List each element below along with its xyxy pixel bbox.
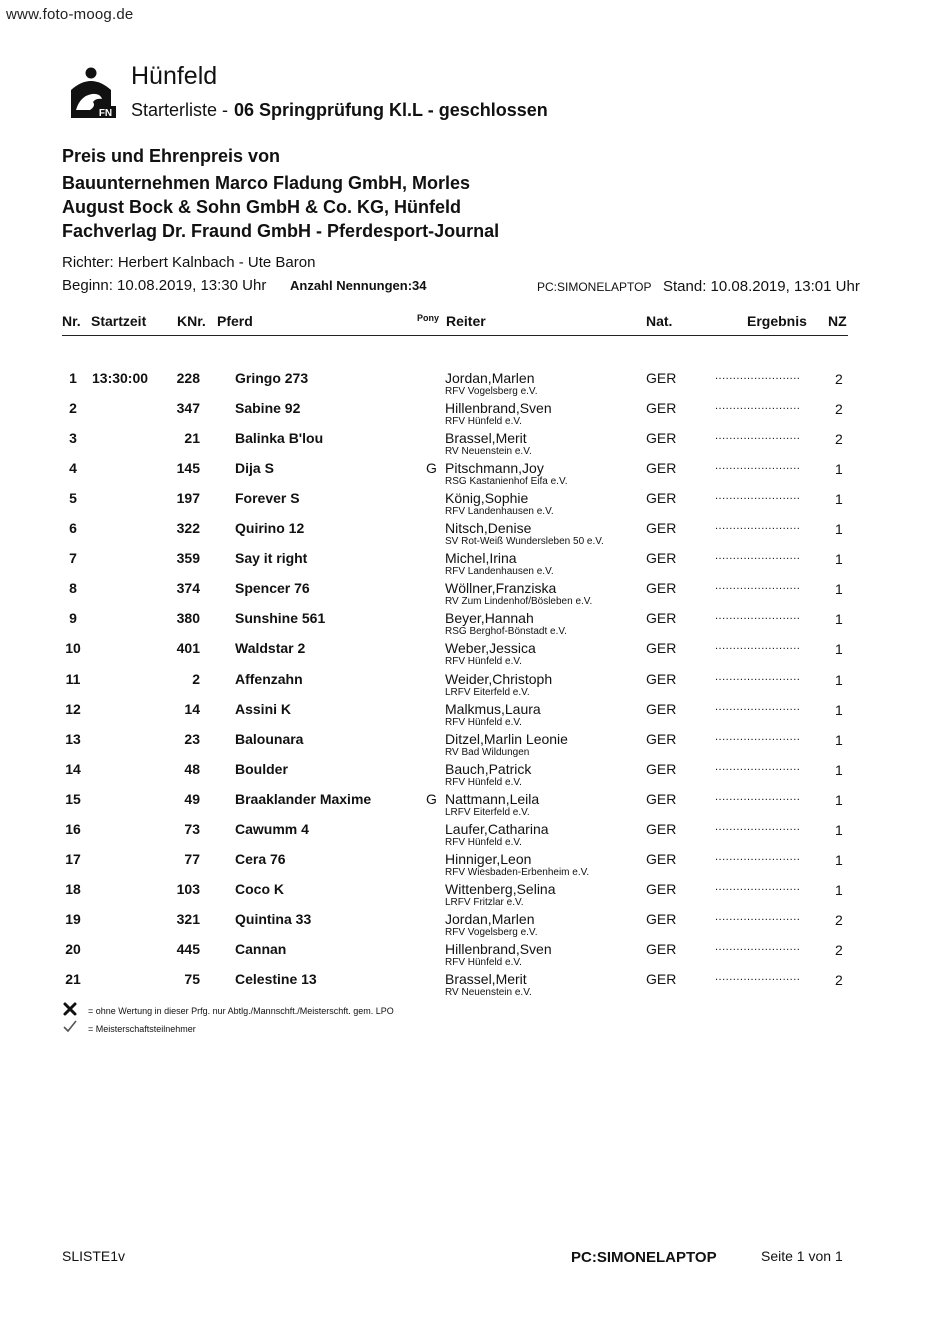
- row-result-placeholder: ........................: [715, 730, 801, 743]
- row-club: LRFV Fritzlar e.V.: [445, 896, 524, 908]
- row-nz: 1: [835, 581, 843, 598]
- row-nr: 4: [69, 460, 77, 477]
- row-knr: 73: [184, 820, 200, 837]
- table-row: [0, 610, 950, 640]
- row-knr: 321: [176, 910, 200, 927]
- sponsor-line-4: Fachverlag Dr. Fraund GmbH - Pferdesport-Journal: [62, 221, 500, 241]
- sponsor-line-2: Bauunternehmen Marco Fladung GmbH, Morles: [62, 173, 471, 193]
- col-header-nz: NZ: [828, 313, 847, 329]
- row-nr: 21: [65, 971, 81, 987]
- row-nz: 1: [835, 881, 843, 898]
- table-row: [0, 791, 950, 821]
- table-row: [0, 851, 950, 881]
- row-result-placeholder: ........................: [715, 400, 801, 413]
- row-nat: GER: [646, 520, 677, 537]
- table-row: [0, 821, 950, 851]
- row-knr: 380: [176, 610, 200, 627]
- row-nat: GER: [646, 370, 677, 386]
- row-rider: Brassel,Merit: [445, 430, 527, 447]
- row-nat: GER: [646, 940, 677, 957]
- row-rider: Jordan,Marlen: [445, 910, 535, 927]
- row-nr: 8: [69, 580, 77, 597]
- row-nat: GER: [646, 790, 677, 807]
- row-horse: Spencer 76: [235, 580, 310, 597]
- row-horse: Assini K: [235, 700, 292, 717]
- row-club: RFV Landenhausen e.V.: [445, 506, 554, 518]
- row-result-placeholder: ........................: [715, 760, 801, 773]
- row-club: RV Neuenstein e.V.: [445, 987, 532, 998]
- fn-logo-icon: [66, 66, 116, 118]
- row-result-placeholder: ........................: [715, 430, 801, 443]
- row-nz: 1: [835, 731, 843, 748]
- legend-check-text: = Meisterschaftsteilnehmer: [88, 1024, 196, 1034]
- row-nat: GER: [646, 430, 677, 447]
- row-club: RFV Vogelsberg e.V.: [445, 386, 538, 397]
- row-nat: GER: [646, 580, 677, 597]
- row-nz: 1: [835, 461, 843, 478]
- row-nr: 2: [69, 400, 77, 417]
- row-knr: 14: [184, 700, 200, 717]
- row-rider: Laufer,Catharina: [445, 820, 549, 837]
- row-nr: 9: [69, 610, 77, 627]
- table-row: [0, 370, 950, 400]
- row-horse: Coco K: [235, 880, 284, 897]
- row-result-placeholder: ........................: [715, 550, 801, 563]
- row-horse: Balounara: [235, 730, 304, 747]
- row-nr: 17: [65, 850, 81, 867]
- row-nat: GER: [646, 640, 677, 657]
- row-horse: Quirino 12: [235, 520, 305, 537]
- row-knr: 77: [184, 850, 200, 867]
- row-nr: 7: [69, 550, 77, 567]
- row-horse: Balinka B'lou: [235, 430, 324, 447]
- row-club: RV Neuenstein e.V.: [445, 446, 532, 458]
- row-nat: GER: [646, 550, 677, 567]
- row-nat: GER: [646, 971, 677, 987]
- row-knr: 228: [176, 370, 200, 386]
- row-club: RFV Vogelsberg e.V.: [445, 926, 538, 938]
- row-rider: Hillenbrand,Sven: [445, 400, 552, 417]
- row-club: RV Bad Wildungen: [445, 746, 530, 758]
- row-result-placeholder: ........................: [715, 490, 801, 503]
- legend-cross-text: = ohne Wertung in dieser Prfg. nur Abtlg./Mannschft./Meisterschft. gem. LPO: [88, 1006, 394, 1016]
- row-nr: 3: [69, 430, 77, 447]
- row-result-placeholder: ........................: [715, 460, 801, 473]
- row-result-placeholder: ........................: [715, 850, 801, 863]
- row-result-placeholder: ........................: [715, 940, 801, 953]
- row-knr: 374: [176, 580, 200, 597]
- row-rider: Wittenberg,Selina: [445, 880, 556, 897]
- col-header-pferd: Pferd: [217, 313, 253, 329]
- row-horse: Cawumm 4: [235, 820, 309, 837]
- row-knr: 23: [184, 730, 200, 747]
- row-club: RFV Wiesbaden-Erbenheim e.V.: [445, 866, 590, 878]
- row-club: LRFV Eiterfeld e.V.: [445, 806, 530, 818]
- row-knr: 347: [176, 400, 200, 417]
- row-rider: Wöllner,Franziska: [445, 580, 557, 597]
- row-nz: 1: [835, 851, 843, 868]
- footer-page: Seite 1 von 1: [761, 1248, 843, 1264]
- row-nz: 1: [835, 551, 843, 568]
- row-horse: Forever S: [235, 490, 300, 507]
- row-nat: GER: [646, 730, 677, 747]
- row-nr: 13: [65, 730, 81, 747]
- row-result-placeholder: ........................: [715, 520, 801, 533]
- row-rider: Beyer,Hannah: [445, 610, 534, 627]
- row-result-placeholder: ........................: [715, 370, 801, 382]
- row-nat: GER: [646, 700, 677, 717]
- row-knr: 197: [176, 490, 200, 507]
- row-knr: 322: [176, 520, 200, 537]
- row-knr: 48: [184, 760, 200, 777]
- row-nr: 12: [65, 700, 81, 717]
- table-row: [0, 640, 950, 670]
- col-header-pony: Pony: [417, 313, 440, 323]
- row-nat: GER: [646, 910, 677, 927]
- cross-icon: [62, 1001, 78, 1017]
- row-horse: Say it right: [235, 550, 308, 567]
- row-rider: Malkmus,Laura: [445, 700, 541, 717]
- table-row: [0, 400, 950, 430]
- row-nat: GER: [646, 670, 677, 687]
- table-row: [0, 580, 950, 610]
- stand-date: Stand: 10.08.2019, 13:01 Uhr: [663, 278, 860, 295]
- row-nz: 2: [835, 431, 843, 448]
- row-result-placeholder: ........................: [715, 640, 801, 653]
- competition-subtitle: [131, 100, 548, 121]
- row-nz: 2: [835, 401, 843, 418]
- row-rider: Bauch,Patrick: [445, 760, 532, 777]
- row-nz: 1: [835, 701, 843, 718]
- table-row: [0, 550, 950, 580]
- row-knr: 445: [176, 940, 200, 957]
- row-rider: Weber,Jessica: [445, 640, 536, 657]
- row-rider: Brassel,Merit: [445, 971, 527, 987]
- row-club: RFV Hünfeld e.V.: [445, 836, 522, 848]
- row-nr: 20: [65, 940, 81, 957]
- row-nz: 2: [835, 941, 843, 958]
- row-knr: 401: [176, 640, 200, 657]
- table-row: [0, 490, 950, 520]
- row-result-placeholder: ........................: [715, 820, 801, 833]
- logo-text: FN: [98, 108, 113, 118]
- row-nat: GER: [646, 400, 677, 417]
- row-start-time: 13:30:00: [92, 370, 149, 386]
- table-row: [0, 731, 950, 761]
- header-divider: [62, 335, 848, 336]
- table-row: [0, 520, 950, 550]
- row-rider: Pitschmann,Joy: [445, 460, 544, 477]
- col-header-reiter: Reiter: [446, 313, 486, 329]
- row-horse: Celestine 13: [235, 971, 317, 987]
- checkmark-icon: [62, 1018, 78, 1034]
- row-horse: Braaklander Maxime: [235, 790, 372, 807]
- row-knr: 2: [192, 670, 200, 687]
- row-knr: 21: [184, 430, 200, 447]
- row-result-placeholder: ........................: [715, 700, 801, 713]
- row-nr: 10: [65, 640, 81, 657]
- row-club: RFV Landenhausen e.V.: [445, 566, 554, 578]
- row-horse: Quintina 33: [235, 910, 312, 927]
- pc-label: PC:SIMONELAPTOP: [537, 280, 652, 294]
- row-nat: GER: [646, 880, 677, 897]
- row-horse: Sabine 92: [235, 400, 301, 417]
- row-knr: 49: [184, 790, 200, 807]
- row-result-placeholder: ........................: [715, 580, 801, 593]
- row-nat: GER: [646, 760, 677, 777]
- row-horse: Dija S: [235, 460, 274, 477]
- row-rider: Nitsch,Denise: [445, 520, 532, 537]
- row-nr: 15: [65, 790, 81, 807]
- row-nat: GER: [646, 820, 677, 837]
- row-club: RSG Kastanienhof Eifa e.V.: [445, 476, 568, 488]
- row-result-placeholder: ........................: [715, 790, 801, 803]
- judges: Richter: Herbert Kalnbach - Ute Baron: [62, 254, 316, 271]
- row-result-placeholder: ........................: [715, 910, 801, 923]
- row-nz: 1: [835, 791, 843, 808]
- table-row: [0, 971, 950, 1001]
- row-result-placeholder: ........................: [715, 670, 801, 683]
- row-rider: Jordan,Marlen: [445, 370, 535, 386]
- row-nr: 6: [69, 520, 77, 537]
- start-time: Beginn: 10.08.2019, 13:30 Uhr: [62, 277, 267, 294]
- row-club: RFV Hünfeld e.V.: [445, 776, 522, 788]
- row-horse: Gringo 273: [235, 370, 309, 386]
- col-header-nr: Nr.: [62, 313, 81, 329]
- row-result-placeholder: ........................: [715, 610, 801, 623]
- row-nz: 1: [835, 491, 843, 508]
- row-knr: 75: [184, 971, 200, 987]
- row-club: RSG Berghof-Bönstadt e.V.: [445, 626, 567, 638]
- row-horse: Boulder: [235, 760, 288, 777]
- row-nz: 1: [835, 611, 843, 628]
- row-result-placeholder: ........................: [715, 880, 801, 893]
- row-nz: 2: [835, 911, 843, 928]
- row-nz: 1: [835, 521, 843, 538]
- row-horse: Waldstar 2: [235, 640, 306, 657]
- table-row: [0, 881, 950, 911]
- row-nat: GER: [646, 610, 677, 627]
- competition-name: 06 Springprüfung Kl.L - geschlossen: [234, 100, 548, 120]
- row-nat: GER: [646, 490, 677, 507]
- row-nr: 5: [69, 490, 77, 507]
- table-row: [0, 701, 950, 731]
- row-rider: Weider,Christoph: [445, 670, 553, 687]
- row-horse: Cera 76: [235, 850, 286, 867]
- row-club: RFV Hünfeld e.V.: [445, 416, 522, 428]
- row-rider: Hinniger,Leon: [445, 850, 532, 867]
- row-nat: GER: [646, 460, 677, 477]
- list-label: Starterliste -: [131, 100, 229, 120]
- row-nz: 1: [835, 821, 843, 838]
- row-nat: GER: [646, 850, 677, 867]
- footer-pc: PC:SIMONELAPTOP: [571, 1249, 717, 1266]
- sponsor-line-1: Preis und Ehrenpreis von: [62, 146, 281, 166]
- row-nz: 2: [835, 972, 843, 988]
- row-club: RFV Hünfeld e.V.: [445, 656, 522, 668]
- row-rider: Hillenbrand,Sven: [445, 940, 552, 957]
- table-row: [0, 460, 950, 490]
- row-result-placeholder: ........................: [715, 971, 801, 983]
- footer-list-id: SLISTE1v: [62, 1248, 126, 1264]
- row-pony: G: [426, 790, 437, 807]
- row-rider: König,Sophie: [445, 490, 529, 507]
- sponsor-line-3: August Bock & Sohn GmbH & Co. KG, Hünfeld: [62, 197, 461, 217]
- row-club: RFV Hünfeld e.V.: [445, 956, 522, 968]
- table-row: [0, 941, 950, 971]
- row-nr: 16: [65, 820, 81, 837]
- row-horse: Sunshine 561: [235, 610, 326, 627]
- col-header-knr: KNr.: [177, 313, 206, 329]
- row-knr: 145: [176, 460, 200, 477]
- row-nr: 1: [69, 370, 77, 386]
- watermark: www.foto-moog.de: [6, 6, 134, 23]
- row-horse: Affenzahn: [235, 670, 303, 687]
- row-pony: G: [426, 460, 437, 477]
- row-nz: 1: [835, 641, 843, 658]
- table-row: [0, 671, 950, 701]
- row-nz: 2: [835, 371, 843, 387]
- row-knr: 359: [176, 550, 200, 567]
- row-nr: 19: [65, 910, 81, 927]
- col-header-nat: Nat.: [646, 313, 673, 329]
- entries-count: Anzahl Nennungen:34: [290, 278, 427, 293]
- row-horse: Cannan: [235, 940, 287, 957]
- row-nz: 1: [835, 761, 843, 778]
- row-knr: 103: [176, 880, 200, 897]
- row-rider: Ditzel,Marlin Leonie: [445, 730, 568, 747]
- col-header-startzeit: Startzeit: [91, 313, 147, 329]
- row-nr: 18: [65, 880, 81, 897]
- table-row: [0, 430, 950, 460]
- row-club: RFV Hünfeld e.V.: [445, 716, 522, 728]
- row-nz: 1: [835, 671, 843, 688]
- row-nr: 14: [65, 760, 81, 777]
- page-title: Hünfeld: [131, 62, 218, 90]
- row-rider: Michel,Irina: [445, 550, 517, 567]
- table-row: [0, 761, 950, 791]
- row-club: RV Zum Lindenhof/Bösleben e.V.: [445, 596, 593, 608]
- row-club: SV Rot-Weiß Wundersleben 50 e.V.: [445, 536, 604, 548]
- table-row: [0, 911, 950, 941]
- row-club: LRFV Eiterfeld e.V.: [445, 686, 530, 698]
- col-header-ergebnis: Ergebnis: [747, 313, 807, 329]
- row-rider: Nattmann,Leila: [445, 790, 540, 807]
- row-nr: 11: [65, 670, 81, 687]
